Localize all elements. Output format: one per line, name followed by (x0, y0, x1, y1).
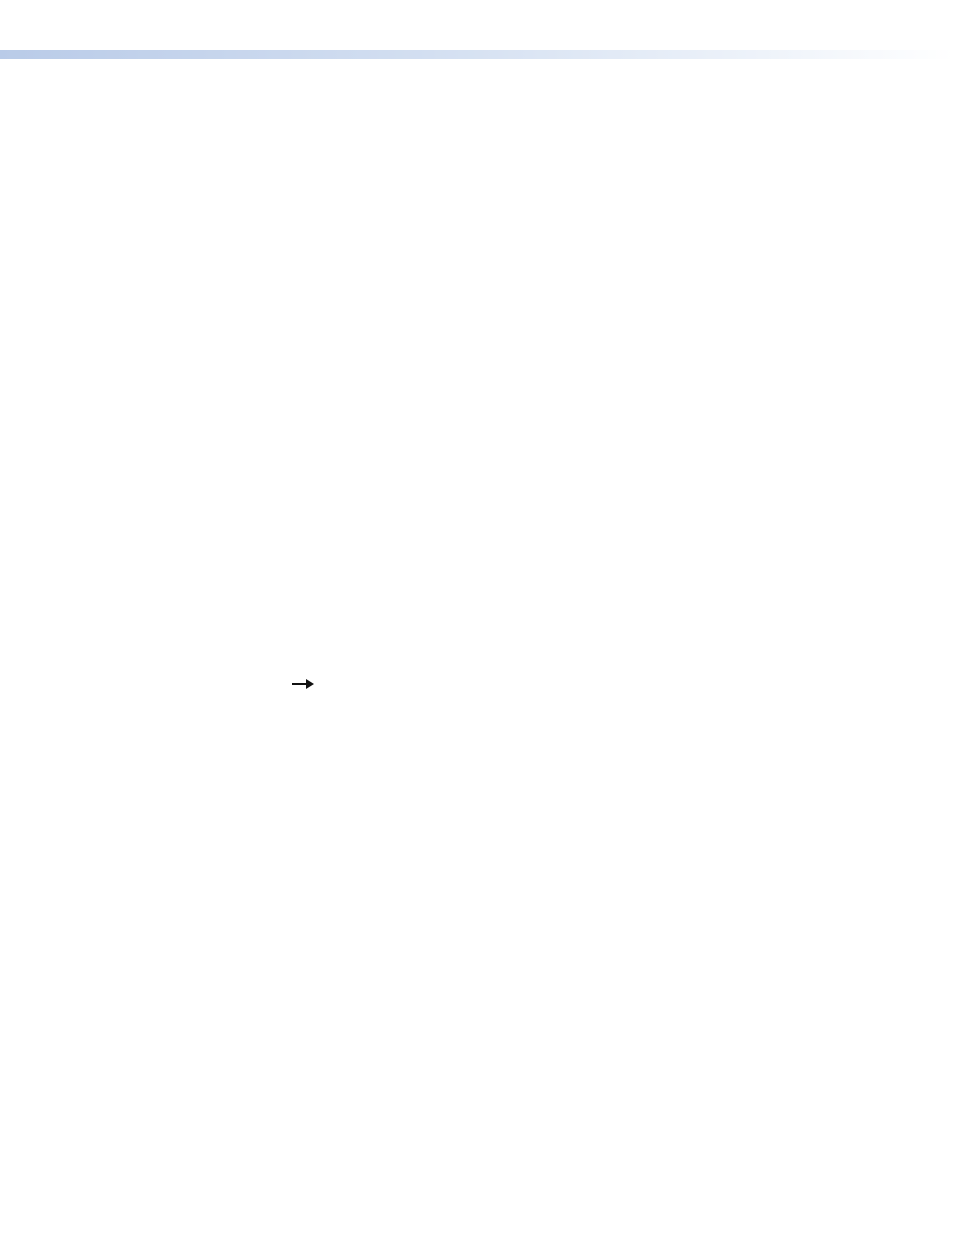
header-gradient-bar (0, 50, 954, 59)
page-footer (0, 1166, 866, 1181)
pointer-arrow-icon (292, 683, 312, 685)
